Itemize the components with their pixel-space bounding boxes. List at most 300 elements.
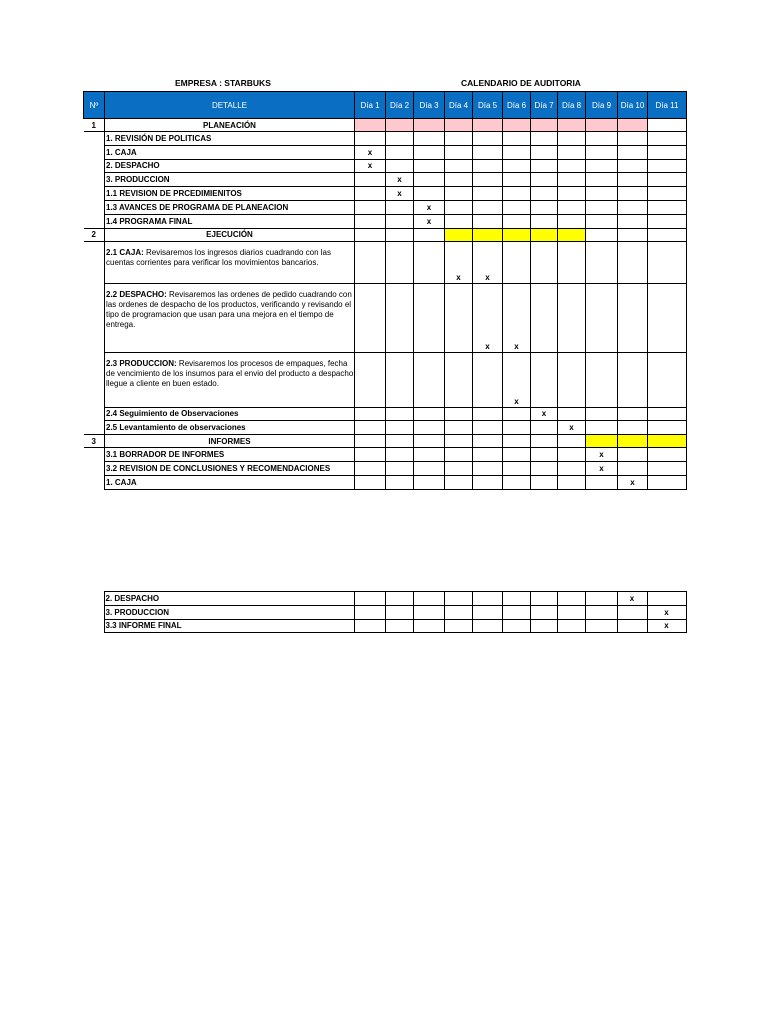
day-cell [445,200,473,214]
day-cell: x [445,241,473,283]
day-cell [558,241,586,283]
row-number-blank [84,214,105,228]
day-cell [386,283,414,352]
day-cell: x [414,200,445,214]
day-cell [531,214,558,228]
day-cell: x [618,475,648,489]
activity-label: 2.4 Seguimiento de Observaciones [105,407,355,421]
day-cell [586,352,618,407]
activity-description [105,241,355,283]
day-cell: x [586,448,618,462]
day-cell [531,228,558,241]
table-row [84,214,687,228]
day-cell [355,228,386,241]
row-number-blank [83,592,104,606]
day-cell [386,145,414,159]
day-cell [531,132,558,146]
day-cell [531,200,558,214]
section-number: 3 [84,435,105,448]
col-header-day: Día 2 [386,92,414,119]
day-cell: x [647,619,686,633]
calendar-title: CALENDARIO DE AUDITORIA [461,78,581,88]
activity-label: 2. DESPACHO [104,592,354,606]
row-number-blank [84,448,105,462]
table-row [83,619,686,633]
day-cell [586,421,618,435]
day-cell [355,214,386,228]
day-cell [386,407,414,421]
day-cell [618,407,648,421]
day-cell [531,448,558,462]
day-cell [386,119,414,132]
day-cell [386,159,414,173]
day-cell [586,119,618,132]
day-cell: x [647,605,686,619]
day-cell [414,461,445,475]
day-cell [558,159,586,173]
day-cell [502,592,530,606]
day-cell [531,283,558,352]
header-row [84,92,687,119]
day-cell [648,283,687,352]
day-cell: x [473,241,503,283]
day-cell [355,119,386,132]
row-number-blank [84,407,105,421]
day-cell [558,352,586,407]
day-cell [503,407,531,421]
day-cell: x [386,173,414,187]
day-cell [355,200,386,214]
day-cell [558,200,586,214]
activity-description [105,352,355,407]
day-cell [445,448,473,462]
day-cell [414,173,445,187]
day-cell [585,605,617,619]
day-cell [445,214,473,228]
day-cell [585,592,617,606]
activity-label: 3.3 INFORME FINAL [104,619,354,633]
day-cell [414,283,445,352]
section-number: 1 [84,119,105,132]
day-cell [414,132,445,146]
table-row [84,475,687,489]
day-cell [558,119,586,132]
day-cell [473,475,503,489]
activity-label: 3. PRODUCCION [104,605,354,619]
row-number-blank [84,132,105,146]
row-number-blank [84,145,105,159]
day-cell [445,159,473,173]
col-header-day: Día 6 [503,92,531,119]
day-cell [586,159,618,173]
day-cell [557,592,585,606]
day-cell [445,352,473,407]
day-cell [473,228,503,241]
day-cell [473,119,503,132]
col-header-num: Nº [84,92,105,119]
day-cell [586,145,618,159]
day-cell [585,619,617,633]
day-cell [531,352,558,407]
day-cell [618,421,648,435]
day-cell [445,475,473,489]
day-cell [618,119,648,132]
day-cell [618,228,648,241]
day-cell [414,352,445,407]
day-cell [386,132,414,146]
activity-label: 1.4 PROGRAMA FINAL [105,214,355,228]
day-cell [472,592,502,606]
day-cell [617,605,647,619]
day-cell [354,605,385,619]
row-number-blank [84,461,105,475]
row-number-blank [84,475,105,489]
day-cell: x [503,283,531,352]
day-cell [445,283,473,352]
row-number-blank [84,173,105,187]
table-row [84,352,687,407]
day-cell [648,145,687,159]
day-cell [586,187,618,201]
col-header-day: Día 3 [414,92,445,119]
row-number-blank [84,352,105,407]
day-cell [558,435,586,448]
day-cell [473,461,503,475]
day-cell [445,435,473,448]
day-cell [648,407,687,421]
day-cell [414,475,445,489]
day-cell [531,187,558,201]
day-cell [586,228,618,241]
day-cell [445,407,473,421]
col-header-day: Día 4 [445,92,473,119]
day-cell [648,214,687,228]
day-cell [355,241,386,283]
day-cell [472,605,502,619]
section-row [84,435,687,448]
day-cell [355,407,386,421]
section-row [84,228,687,241]
day-cell [414,187,445,201]
day-cell [558,214,586,228]
day-cell [558,187,586,201]
day-cell: x [414,214,445,228]
day-cell [473,448,503,462]
day-cell [648,352,687,407]
day-cell [385,592,413,606]
day-cell [618,214,648,228]
activity-label: 1.3 AVANCES DE PROGRAMA DE PLANEACION [105,200,355,214]
day-cell [558,228,586,241]
day-cell [472,619,502,633]
day-cell [618,283,648,352]
day-cell [586,475,618,489]
day-cell [414,435,445,448]
col-header-detail: DETALLE [105,92,355,119]
day-cell [648,461,687,475]
activity-text: Revisaremos las ordenes de pedido cuadrando con las ordenes de despacho de los productos, verificando y revisando el tipo de programacion que usan para una mejora en el tiempo de entrega. [106,289,352,329]
activity-description [105,283,355,352]
day-cell: x [503,352,531,407]
day-cell: x [355,159,386,173]
day-cell [386,435,414,448]
day-cell [386,228,414,241]
day-cell [386,421,414,435]
table-row [84,407,687,421]
day-cell [354,592,385,606]
day-cell [473,352,503,407]
day-cell [531,119,558,132]
day-cell [355,352,386,407]
activity-prefix: 2.3 PRODUCCION: [106,358,177,368]
col-header-day: Día 8 [558,92,586,119]
day-cell [648,228,687,241]
section-row [84,119,687,132]
day-cell [618,173,648,187]
day-cell [413,592,444,606]
day-cell [618,461,648,475]
col-header-day: Día 11 [648,92,687,119]
day-cell [445,228,473,241]
row-number-blank [83,619,104,633]
row-number-blank [84,200,105,214]
day-cell [618,145,648,159]
day-cell: x [558,421,586,435]
activity-label: 1. CAJA [105,475,355,489]
day-cell [503,200,531,214]
day-cell [414,421,445,435]
day-cell [558,461,586,475]
table-row [84,461,687,475]
day-cell [503,145,531,159]
day-cell [648,187,687,201]
table-row [84,173,687,187]
company-name: EMPRESA : STARBUKS [175,78,271,88]
day-cell [558,173,586,187]
day-cell [586,407,618,421]
day-cell [503,421,531,435]
activity-label: 3.1 BORRADOR DE INFORMES [105,448,355,462]
day-cell [444,592,472,606]
day-cell [531,159,558,173]
day-cell [586,132,618,146]
day-cell [385,619,413,633]
day-cell: x [617,592,647,606]
day-cell [648,475,687,489]
day-cell [445,132,473,146]
day-cell [355,435,386,448]
table-row [84,145,687,159]
day-cell: x [531,407,558,421]
section-title: PLANEACIÓN [105,119,355,132]
day-cell [386,214,414,228]
day-cell [386,461,414,475]
day-cell [386,448,414,462]
day-cell [385,605,413,619]
day-cell [355,421,386,435]
table-row [83,605,686,619]
day-cell [473,173,503,187]
day-cell [414,159,445,173]
day-cell [503,187,531,201]
day-cell [503,448,531,462]
section-title: EJECUCIÓN [105,228,355,241]
day-cell [531,173,558,187]
section-number: 2 [84,228,105,241]
day-cell [445,119,473,132]
day-cell [648,435,687,448]
day-cell [586,435,618,448]
day-cell [473,214,503,228]
day-cell [648,200,687,214]
day-cell [503,159,531,173]
day-cell [558,448,586,462]
col-header-day: Día 10 [618,92,648,119]
day-cell [355,283,386,352]
day-cell [586,283,618,352]
day-cell [355,461,386,475]
day-cell [531,461,558,475]
row-number-blank [84,241,105,283]
day-cell [558,475,586,489]
activity-label: 2.5 Levantamiento de observaciones [105,421,355,435]
day-cell [648,132,687,146]
day-cell [355,132,386,146]
table-row [84,283,687,352]
day-cell [473,200,503,214]
activity-label: 1.1 REVISION DE PRCEDIMIENITOS [105,187,355,201]
day-cell [473,132,503,146]
day-cell [503,475,531,489]
audit-calendar-table-continued [83,591,687,633]
day-cell [473,407,503,421]
day-cell [503,228,531,241]
day-cell: x [355,145,386,159]
day-cell [354,619,385,633]
day-cell [531,421,558,435]
day-cell [531,241,558,283]
day-cell [355,448,386,462]
day-cell [386,200,414,214]
activity-label: 3.2 REVISION DE CONCLUSIONES Y RECOMENDACIONES [105,461,355,475]
day-cell [503,214,531,228]
section-title: INFORMES [105,435,355,448]
day-cell [473,145,503,159]
day-cell [414,228,445,241]
day-cell [445,421,473,435]
col-header-day: Día 1 [355,92,386,119]
day-cell [503,132,531,146]
table-row [83,592,686,606]
day-cell [473,435,503,448]
day-cell [618,132,648,146]
table-row [84,200,687,214]
day-cell [355,187,386,201]
day-cell [557,605,585,619]
day-cell [503,173,531,187]
day-cell [618,241,648,283]
day-cell [503,461,531,475]
row-number-blank [84,187,105,201]
day-cell [444,619,472,633]
table-row [84,132,687,146]
day-cell: x [586,461,618,475]
day-cell [618,435,648,448]
day-cell [558,283,586,352]
day-cell [647,592,686,606]
row-number-blank [84,283,105,352]
day-cell [648,421,687,435]
day-cell [618,200,648,214]
day-cell [473,187,503,201]
day-cell [558,407,586,421]
day-cell [355,475,386,489]
day-cell [414,407,445,421]
day-cell: x [473,283,503,352]
day-cell [503,241,531,283]
day-cell [586,214,618,228]
day-cell [648,241,687,283]
day-cell [503,435,531,448]
col-header-day: Día 9 [586,92,618,119]
day-cell [355,173,386,187]
day-cell [648,119,687,132]
day-cell [617,619,647,633]
day-cell [618,352,648,407]
day-cell [618,448,648,462]
day-cell [386,241,414,283]
day-cell [558,145,586,159]
day-cell: x [386,187,414,201]
activity-text: Revisaremos los ingresos diarios cuadrando con las cuentas corrientes para verificar los movimientos bancarios. [106,247,331,267]
day-cell [414,119,445,132]
day-cell [445,145,473,159]
col-header-day: Día 7 [531,92,558,119]
activity-label: 1. CAJA [105,145,355,159]
activity-label: 2. DESPACHO [105,159,355,173]
day-cell [558,132,586,146]
day-cell [503,119,531,132]
day-cell [445,461,473,475]
table-row [84,421,687,435]
day-cell [618,187,648,201]
day-cell [586,241,618,283]
day-cell [648,173,687,187]
day-cell [445,187,473,201]
day-cell [445,173,473,187]
day-cell [531,475,558,489]
day-cell [413,619,444,633]
day-cell [531,435,558,448]
table-row [84,448,687,462]
table-row [84,241,687,283]
activity-text: Revisaremos los procesos de empaques, fecha de vencimiento de los insumos para el envio del producto a despacho llegue a cliente en buen estado. [106,358,354,388]
day-cell [414,145,445,159]
activity-label: 3. PRODUCCION [105,173,355,187]
day-cell [530,605,557,619]
day-cell [386,352,414,407]
activity-prefix: 2.2 DESPACHO: [106,289,167,299]
day-cell [586,173,618,187]
audit-calendar-table [83,91,687,490]
activity-prefix: 2.1 CAJA: [106,247,144,257]
table-row [84,187,687,201]
row-number-blank [83,605,104,619]
row-number-blank [84,159,105,173]
day-cell [413,605,444,619]
day-cell [473,421,503,435]
activity-label: 1. REVISIÓN DE POLITICAS [105,132,355,146]
